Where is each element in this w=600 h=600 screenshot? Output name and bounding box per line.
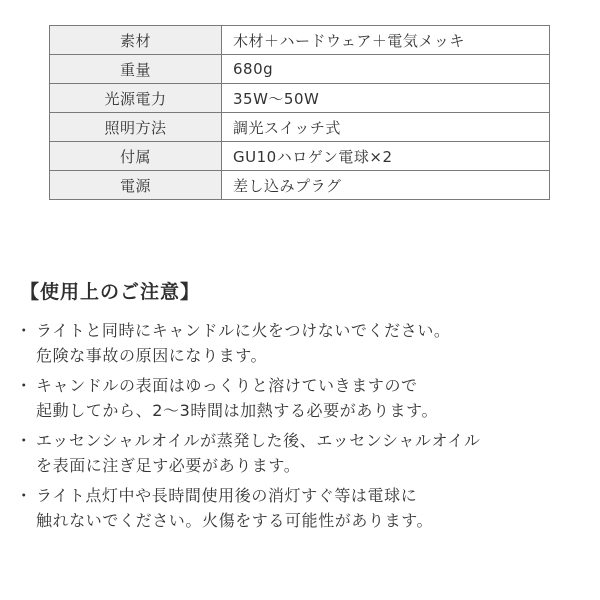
bullet-mark: ・ xyxy=(15,321,33,340)
spec-label: 光源電力 xyxy=(50,84,222,113)
spec-value: 35W〜50W xyxy=(222,84,550,113)
bullet-mark: ・ xyxy=(15,431,33,450)
spec-row-light-power xyxy=(50,84,550,113)
bullet-mark: ・ xyxy=(15,486,33,505)
note-item xyxy=(14,318,584,368)
spec-value: 調光スイッチ式 xyxy=(222,113,550,142)
spec-row-material xyxy=(50,26,550,55)
spec-table xyxy=(49,25,550,200)
note-line: エッセンシャルオイルが蒸発した後、エッセンシャルオイル xyxy=(36,431,481,450)
spec-label: 照明方法 xyxy=(50,113,222,142)
spec-value: 680g xyxy=(222,55,550,84)
bullet-mark: ・ xyxy=(15,376,33,395)
spec-row-power-source xyxy=(50,171,550,200)
note-line: を表面に注ぎ足す必要があります。 xyxy=(36,456,301,475)
spec-row-accessories xyxy=(50,142,550,171)
spec-value: 差し込みプラグ xyxy=(222,171,550,200)
note-line: 起動してから、2〜3時間は加熱する必要があります。 xyxy=(36,401,439,420)
note-item xyxy=(14,428,584,478)
note-line: キャンドルの表面はゆっくりと溶けていきますので xyxy=(36,376,418,395)
spec-label: 電源 xyxy=(50,171,222,200)
spec-row-weight xyxy=(50,55,550,84)
spec-label: 重量 xyxy=(50,55,222,84)
note-line: ライト点灯中や長時間使用後の消灯すぐ等は電球に xyxy=(36,486,418,505)
note-item xyxy=(14,483,584,533)
spec-row-lighting-method xyxy=(50,113,550,142)
note-item xyxy=(14,373,584,423)
note-line: 危険な事故の原因になります。 xyxy=(36,346,268,365)
note-line: 触れないでください。火傷をする可能性があります。 xyxy=(36,511,434,530)
spec-value: 木材＋ハードウェア＋電気メッキ xyxy=(222,26,550,55)
spec-label: 素材 xyxy=(50,26,222,55)
note-line: ライトと同時にキャンドルに火をつけないでください。 xyxy=(36,321,451,340)
spec-value: GU10ハロゲン電球×2 xyxy=(222,142,550,171)
spec-label: 付属 xyxy=(50,142,222,171)
notes-list xyxy=(14,318,584,533)
notes-heading: 【使用上のご注意】 xyxy=(20,281,201,303)
